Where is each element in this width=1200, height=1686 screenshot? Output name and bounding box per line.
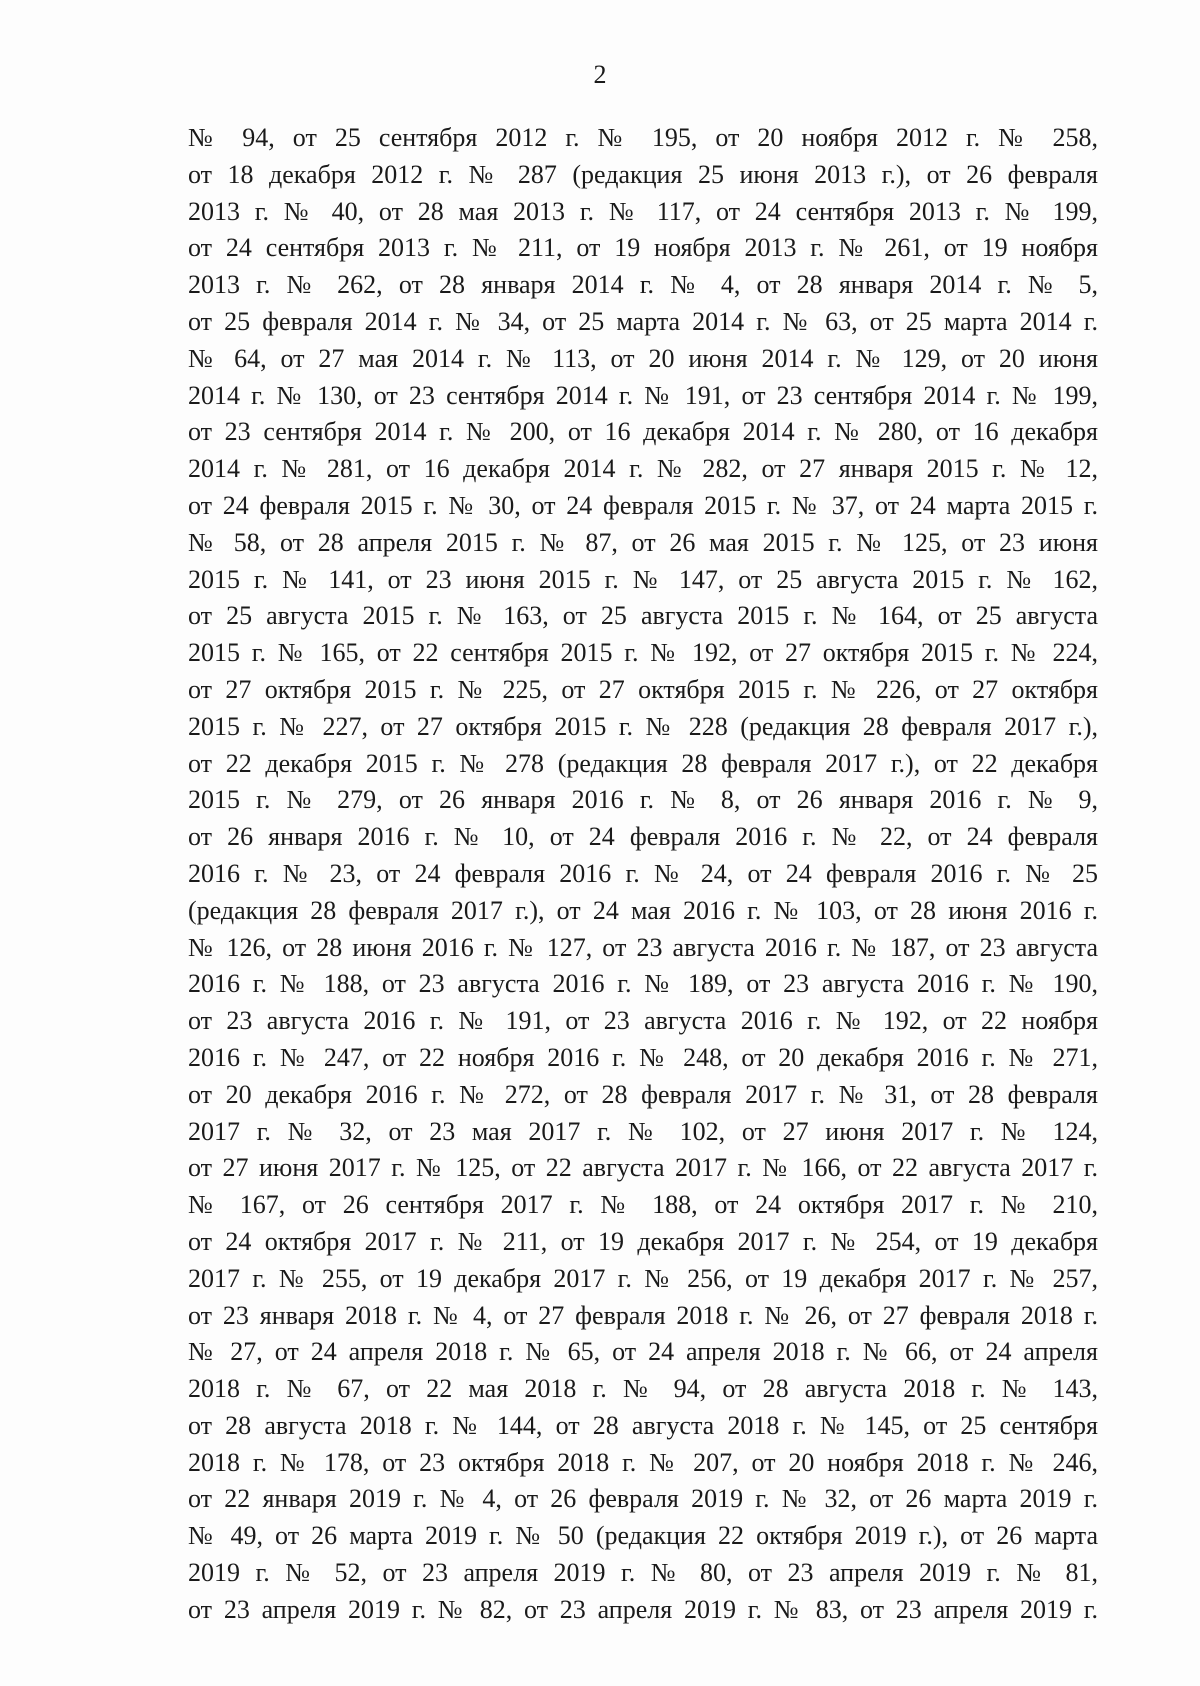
text-line: от 28 августа 2018 г. № 144, от 28 августа 2018 г. № 145, от 25 сентября bbox=[188, 1410, 1098, 1440]
text-line: от 26 января 2016 г. № 10, от 24 февраля 2016 г. № 22, от 24 февраля bbox=[188, 822, 1098, 852]
text-line: от 18 декабря 2012 г. № 287 (редакция 25 июня 2013 г.), от 26 февраля bbox=[188, 159, 1098, 189]
text-line: 2018 г. № 178, от 23 октября 2018 г. № 207, от 20 ноября 2018 г. № 246, bbox=[188, 1447, 1098, 1477]
text-line: № 126, от 28 июня 2016 г. № 127, от 23 августа 2016 г. № 187, от 23 августа bbox=[188, 932, 1098, 962]
text-line: 2015 г. № 141, от 23 июня 2015 г. № 147, от 25 августа 2015 г. № 162, bbox=[188, 564, 1098, 594]
text-line: 2014 г. № 130, от 23 сентября 2014 г. № 191, от 23 сентября 2014 г. № 199, bbox=[188, 380, 1098, 410]
text-line: от 23 августа 2016 г. № 191, от 23 августа 2016 г. № 192, от 22 ноября bbox=[188, 1006, 1098, 1036]
text-line: 2015 г. № 279, от 26 января 2016 г. № 8, от 26 января 2016 г. № 9, bbox=[188, 785, 1098, 815]
text-line: 2015 г. № 227, от 27 октября 2015 г. № 228 (редакция 28 февраля 2017 г.), bbox=[188, 711, 1098, 741]
text-line: № 27, от 24 апреля 2018 г. № 65, от 24 апреля 2018 г. № 66, от 24 апреля bbox=[188, 1337, 1098, 1367]
text-line: 2016 г. № 23, от 24 февраля 2016 г. № 24, от 24 февраля 2016 г. № 25 bbox=[188, 858, 1098, 888]
text-line: от 23 апреля 2019 г. № 82, от 23 апреля 2019 г. № 83, от 23 апреля 2019 г. bbox=[188, 1594, 1098, 1624]
text-line: от 27 октября 2015 г. № 225, от 27 октября 2015 г. № 226, от 27 октября bbox=[188, 674, 1098, 704]
text-line: от 22 декабря 2015 г. № 278 (редакция 28 февраля 2017 г.), от 22 декабря bbox=[188, 748, 1098, 778]
text-line: 2017 г. № 32, от 23 мая 2017 г. № 102, от 27 июня 2017 г. № 124, bbox=[188, 1116, 1098, 1146]
text-line: № 167, от 26 сентября 2017 г. № 188, от 24 октября 2017 г. № 210, bbox=[188, 1190, 1098, 1220]
text-line: 2013 г. № 262, от 28 января 2014 г. № 4, от 28 января 2014 г. № 5, bbox=[188, 270, 1098, 300]
text-line: 2016 г. № 247, от 22 ноября 2016 г. № 248, от 20 декабря 2016 г. № 271, bbox=[188, 1042, 1098, 1072]
text-line: от 20 декабря 2016 г. № 272, от 28 февраля 2017 г. № 31, от 28 февраля bbox=[188, 1079, 1098, 1109]
text-line: 2016 г. № 188, от 23 августа 2016 г. № 189, от 23 августа 2016 г. № 190, bbox=[188, 969, 1098, 999]
body-text bbox=[188, 120, 1098, 1629]
text-line: 2019 г. № 52, от 23 апреля 2019 г. № 80, от 23 апреля 2019 г. № 81, bbox=[188, 1558, 1098, 1588]
text-line: от 24 сентября 2013 г. № 211, от 19 ноября 2013 г. № 261, от 19 ноября bbox=[188, 233, 1098, 263]
text-line: от 25 августа 2015 г. № 163, от 25 августа 2015 г. № 164, от 25 августа bbox=[188, 601, 1098, 631]
text-line: 2013 г. № 40, от 28 мая 2013 г. № 117, от 24 сентября 2013 г. № 199, bbox=[188, 196, 1098, 226]
text-line: 2014 г. № 281, от 16 декабря 2014 г. № 282, от 27 января 2015 г. № 12, bbox=[188, 454, 1098, 484]
text-line: № 49, от 26 марта 2019 г. № 50 (редакция 22 октября 2019 г.), от 26 марта bbox=[188, 1521, 1098, 1551]
text-line: от 27 июня 2017 г. № 125, от 22 августа 2017 г. № 166, от 22 августа 2017 г. bbox=[188, 1153, 1098, 1183]
text-line: № 64, от 27 мая 2014 г. № 113, от 20 июня 2014 г. № 129, от 20 июня bbox=[188, 343, 1098, 373]
text-line: № 94, от 25 сентября 2012 г. № 195, от 20 ноября 2012 г. № 258, bbox=[188, 123, 1098, 152]
page-number: 2 bbox=[593, 60, 607, 89]
text-line: (редакция 28 февраля 2017 г.), от 24 мая 2016 г. № 103, от 28 июня 2016 г. bbox=[188, 895, 1098, 925]
text-line: от 24 октября 2017 г. № 211, от 19 декабря 2017 г. № 254, от 19 декабря bbox=[188, 1226, 1098, 1256]
text-line: 2015 г. № 165, от 22 сентября 2015 г. № 192, от 27 октября 2015 г. № 224, bbox=[188, 638, 1098, 668]
text-line: от 25 февраля 2014 г. № 34, от 25 марта 2014 г. № 63, от 25 марта 2014 г. bbox=[188, 306, 1098, 336]
text-line: от 22 января 2019 г. № 4, от 26 февраля 2019 г. № 32, от 26 марта 2019 г. bbox=[188, 1484, 1098, 1514]
text-line: 2018 г. № 67, от 22 мая 2018 г. № 94, от 28 августа 2018 г. № 143, bbox=[188, 1374, 1098, 1404]
text-line: от 23 сентября 2014 г. № 200, от 16 декабря 2014 г. № 280, от 16 декабря bbox=[188, 417, 1098, 447]
text-line: от 24 февраля 2015 г. № 30, от 24 февраля 2015 г. № 37, от 24 марта 2015 г. bbox=[188, 490, 1098, 520]
text-line: от 23 января 2018 г. № 4, от 27 февраля 2018 г. № 26, от 27 февраля 2018 г. bbox=[188, 1300, 1098, 1330]
text-line: 2017 г. № 255, от 19 декабря 2017 г. № 256, от 19 декабря 2017 г. № 257, bbox=[188, 1263, 1098, 1293]
text-line: № 58, от 28 апреля 2015 г. № 87, от 26 мая 2015 г. № 125, от 23 июня bbox=[188, 527, 1098, 557]
